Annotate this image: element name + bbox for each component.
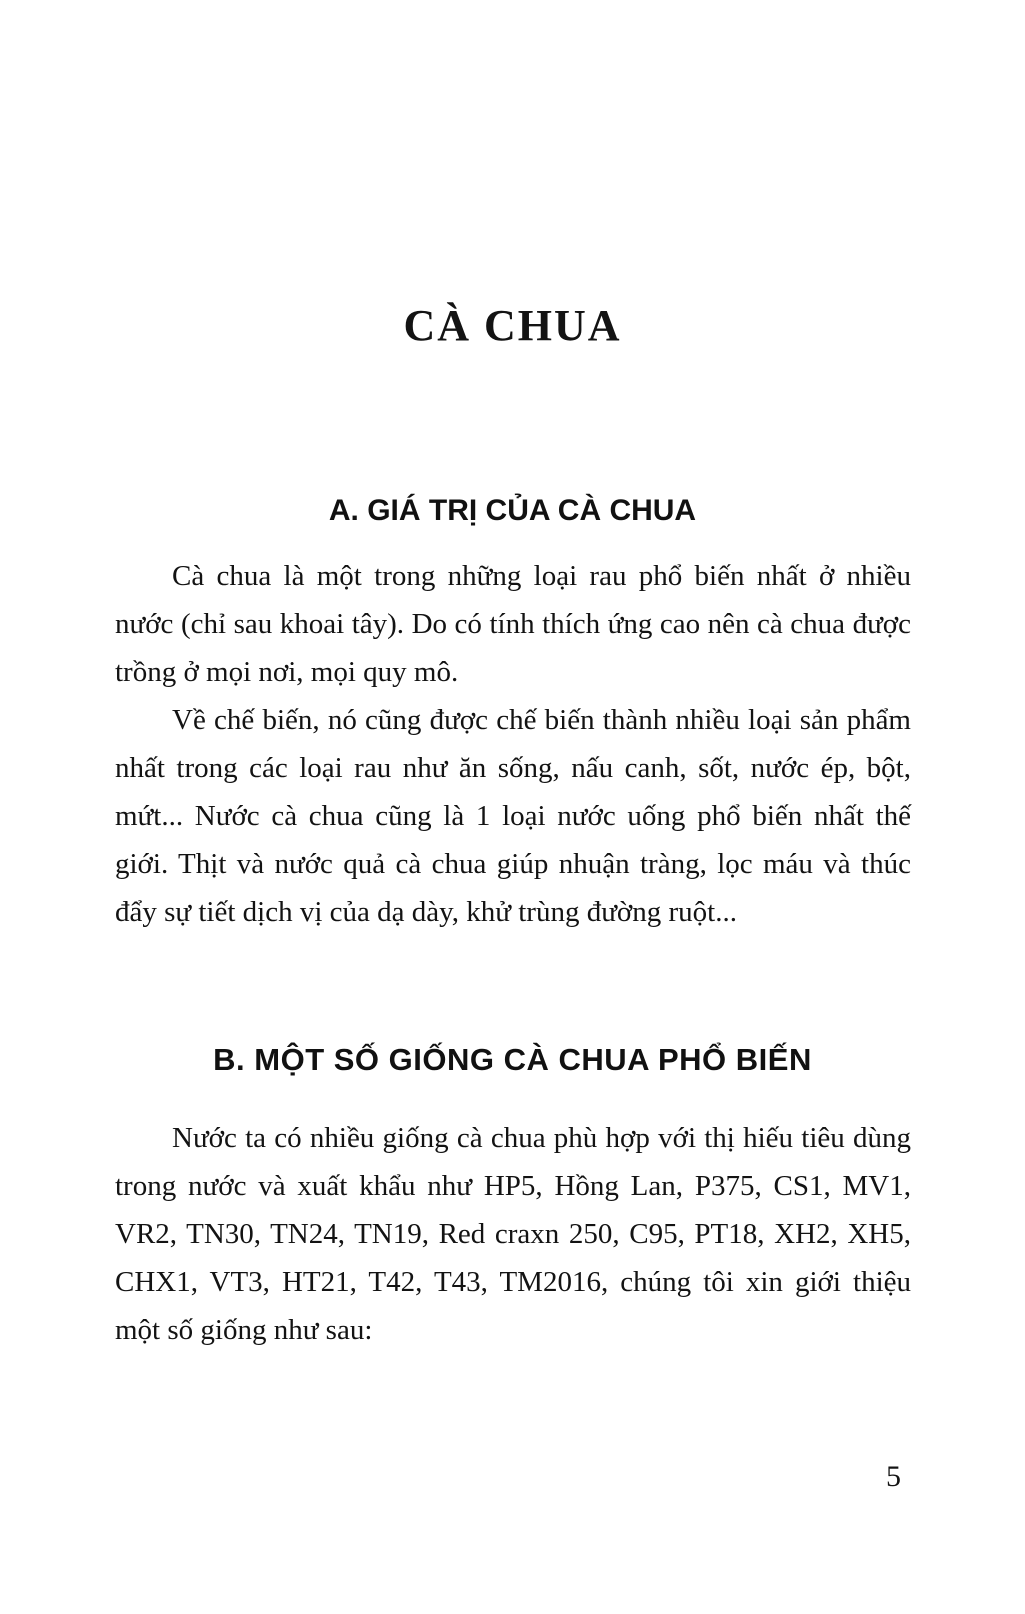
paragraph: Về chế biến, nó cũng được chế biến thành nhiều loại sản phẩm nhất trong các loại rau như ăn sống, nấu canh, sốt, nước ép, bột, mứt... Nước cà chua cũng là 1 loại nước uống phổ biến nhất thế giới. Thịt và nước quả cà chua giúp nhuận tràng, lọc máu và thúc đẩy sự tiết dịch vị của dạ dày, khử trùng đường ruột... [115,704,911,928]
paragraph: Cà chua là một trong những loại rau phổ biến nhất ở nhiều nước (chỉ sau khoai tây). Do có tính thích ứng cao nên cà chua được trồng ở mọi nơi, mọi quy mô. [115,560,911,688]
paragraph: Nước ta có nhiều giống cà chua phù hợp với thị hiếu tiêu dùng trong nước và xuất khẩu như HP5, Hồng Lan, P375, CS1, MV1, VR2, TN30, TN24, TN19, Red craxn 250, C95, PT18, XH2, XH5, CHX1, VT3, HT21, T42, T43, TM2016, chúng tôi xin giới thiệu một số giống như sau: [115,1122,911,1346]
section-a-body [115,552,911,936]
section-b-heading: B. MỘT SỐ GIỐNG CÀ CHUA PHỔ BIẾN [213,1042,812,1077]
section-b-body [115,1114,911,1354]
section-a-heading: A. GIÁ TRỊ CỦA CÀ CHUA [328,494,697,527]
page-title: CÀ CHUA [403,301,622,350]
page-number: 5 [886,1460,901,1493]
